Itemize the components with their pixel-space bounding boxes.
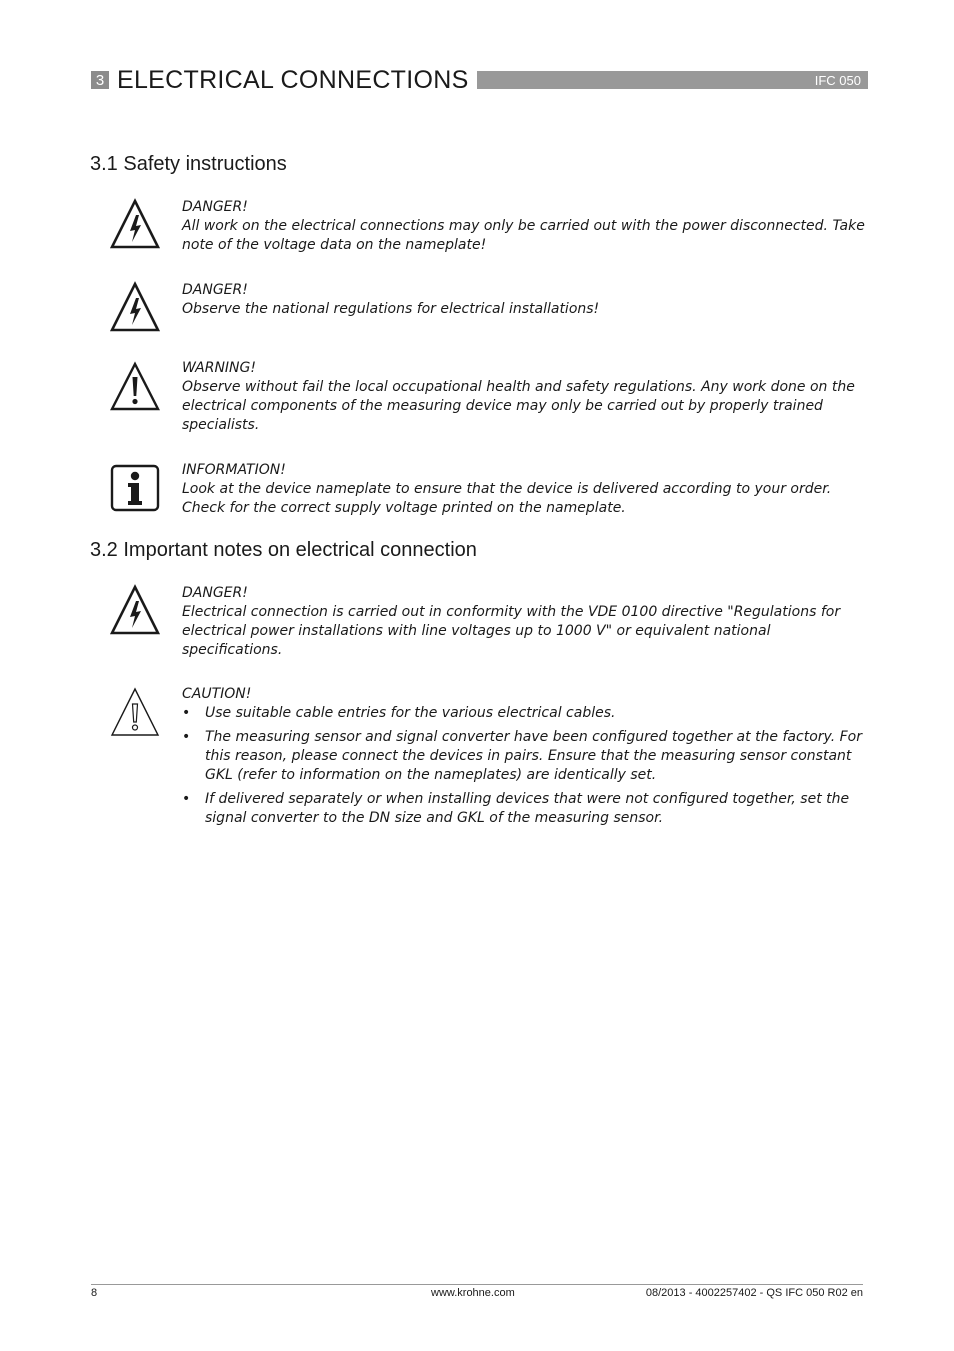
notice-label: DANGER!	[182, 282, 248, 298]
electric-hazard-icon	[110, 584, 160, 636]
caution-exclamation-icon	[110, 685, 160, 737]
bullet-text: If delivered separately or when installing devices that were not configured together, set the signal converter to the DN size and GKL of the measuring sensor.	[205, 791, 850, 826]
chapter-number-badge: 3	[91, 71, 109, 89]
footer-divider	[91, 1284, 863, 1285]
caution-bullet-list	[182, 704, 865, 828]
notice-text: Electrical connection is carried out in conformity with the VDE 0100 directive "Regulations for electrical power installations with line voltages up to 1000 V" or equivalent national specifications.	[182, 604, 841, 658]
product-name: IFC 050	[814, 72, 861, 88]
chapter-header	[91, 66, 868, 94]
notice-text: Observe without fail the local occupational health and safety regulations. Any work done on the electrical components of the measuring device may only be carried out by properly trained specialists.	[182, 379, 855, 433]
list-item	[182, 790, 865, 828]
section-heading-electrical-connection: 3.2 Important notes on electrical connection	[90, 539, 477, 561]
bullet-dot: •	[182, 729, 191, 745]
notice-label: CAUTION!	[182, 686, 252, 702]
list-item	[182, 704, 865, 723]
bullet-dot: •	[182, 791, 191, 807]
information-icon	[110, 461, 160, 513]
electric-hazard-icon	[110, 281, 160, 333]
footer-doc-reference: 08/2013 - 4002257402 - QS IFC 050 R02 en	[645, 1287, 863, 1299]
bullet-dot: •	[182, 705, 191, 721]
chapter-title: ELECTRICAL CONNECTIONS	[117, 65, 469, 94]
header-bar	[477, 71, 868, 89]
notice-text: Look at the device nameplate to ensure that the device is delivered according to your order. Check for the correct supply voltage printed on the nameplate.	[182, 481, 832, 516]
list-item	[182, 728, 865, 785]
notice-text: All work on the electrical connections may only be carried out with the power disconnected. Take note of the voltage data on the nameplate!	[182, 218, 865, 253]
notice-label: DANGER!	[182, 585, 248, 601]
notice-label: DANGER!	[182, 199, 248, 215]
electric-hazard-icon	[110, 198, 160, 250]
warning-exclamation-icon	[110, 359, 160, 411]
bullet-text: The measuring sensor and signal converter have been configured together at the factory. For this reason, please connect the devices in pairs. Ensure that the measuring sensor constant GKL (refer to information on the nameplates) are identically set.	[205, 729, 862, 783]
notice-text: Observe the national regulations for electrical installations!	[182, 301, 600, 317]
page-number: 8	[91, 1287, 98, 1299]
notice-label: WARNING!	[182, 360, 256, 376]
notice-label: INFORMATION!	[182, 462, 286, 478]
bullet-text: Use suitable cable entries for the various electrical cables.	[205, 705, 616, 721]
footer-website: www.krohne.com	[431, 1287, 515, 1299]
section-heading-safety-instructions: 3.1 Safety instructions	[90, 153, 287, 175]
